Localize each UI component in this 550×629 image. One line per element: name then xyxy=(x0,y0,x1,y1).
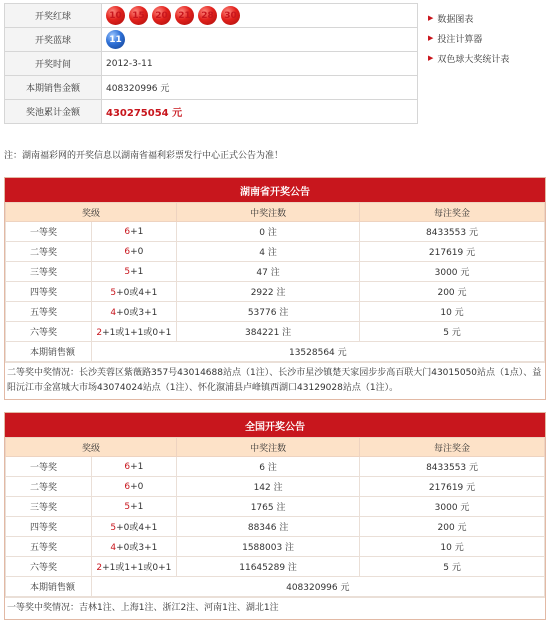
prize-level: 六等奖 xyxy=(6,322,92,342)
table-row xyxy=(6,282,545,302)
national-sales-row: 本期销售额 408320996 元 xyxy=(6,577,545,597)
prize-amount: 10 元 xyxy=(360,537,545,557)
prize-level: 一等奖 xyxy=(6,222,92,242)
table-row xyxy=(6,242,545,262)
prize-level: 四等奖 xyxy=(6,517,92,537)
prize-amount: 200 元 xyxy=(360,517,545,537)
side-links xyxy=(428,8,509,68)
table-row xyxy=(6,262,545,282)
prize-rule: 5+0或4+1 xyxy=(91,517,177,537)
sales-value: 408320996 元 xyxy=(102,76,418,100)
winner-count: 88346 注 xyxy=(177,517,360,537)
winner-count: 0 注 xyxy=(177,222,360,242)
red-ball: 15 xyxy=(129,6,148,25)
winner-count: 4 注 xyxy=(177,242,360,262)
prize-amount: 217619 元 xyxy=(360,242,545,262)
prize-level: 三等奖 xyxy=(6,262,92,282)
sales-label: 本期销售金额 xyxy=(5,76,102,100)
pool-label: 奖池累计金额 xyxy=(5,100,102,124)
prize-amount: 10 元 xyxy=(360,302,545,322)
prize-amount: 217619 元 xyxy=(360,477,545,497)
hunan-title: 湖南省开奖公告 xyxy=(5,178,545,202)
national-prize-table xyxy=(5,437,545,597)
draw-info-table xyxy=(4,3,418,124)
table-row xyxy=(6,302,545,322)
col-prize: 每注奖金 xyxy=(360,438,545,457)
pool-row xyxy=(5,100,418,124)
prize-amount: 5 元 xyxy=(360,557,545,577)
winner-count: 53776 注 xyxy=(177,302,360,322)
prize-level: 六等奖 xyxy=(6,557,92,577)
prize-rule: 5+0或4+1 xyxy=(91,282,177,302)
col-level: 奖级 xyxy=(6,203,177,222)
table-row xyxy=(6,557,545,577)
link-jackpot-stats[interactable]: ▶ 双色球大奖统计表 xyxy=(428,54,510,65)
winner-count: 384221 注 xyxy=(177,322,360,342)
red-ball: 10 xyxy=(106,6,125,25)
disclaimer-note: 注：湖南福彩网的开奖信息以湖南省福利彩票发行中心正式公告为准！ xyxy=(4,151,284,161)
red-ball-label: 开奖红球 xyxy=(5,4,102,28)
red-ball: 21 xyxy=(175,6,194,25)
table-row xyxy=(6,537,545,557)
arrow-right-icon: ▶ xyxy=(428,34,434,42)
prize-amount: 3000 元 xyxy=(360,262,545,282)
prize-amount: 8433553 元 xyxy=(360,222,545,242)
draw-date-row xyxy=(5,52,418,76)
table-row xyxy=(6,222,545,242)
prize-rule: 5+1 xyxy=(91,262,177,282)
link-bet-calculator[interactable]: ▶ 投注计算器 xyxy=(428,34,483,45)
prize-level: 三等奖 xyxy=(6,497,92,517)
prize-amount: 8433553 元 xyxy=(360,457,545,477)
prize-level: 五等奖 xyxy=(6,537,92,557)
sales-row xyxy=(5,76,418,100)
prize-rule: 5+1 xyxy=(91,497,177,517)
winner-count: 142 注 xyxy=(177,477,360,497)
hunan-prize-table xyxy=(5,202,545,362)
col-count: 中奖注数 xyxy=(177,203,360,222)
link-data-chart[interactable]: ▶ 数据图表 xyxy=(428,14,474,25)
table-row xyxy=(6,322,545,342)
prize-rule: 4+0或3+1 xyxy=(91,302,177,322)
table-row xyxy=(6,517,545,537)
arrow-right-icon: ▶ xyxy=(428,14,434,22)
prize-level: 二等奖 xyxy=(6,242,92,262)
arrow-right-icon: ▶ xyxy=(428,54,434,62)
draw-date-label: 开奖时间 xyxy=(5,52,102,76)
prize-amount: 3000 元 xyxy=(360,497,545,517)
winner-count: 47 注 xyxy=(177,262,360,282)
table-row xyxy=(6,497,545,517)
table-row xyxy=(6,457,545,477)
col-count: 中奖注数 xyxy=(177,438,360,457)
table-row xyxy=(6,477,545,497)
prize-rule: 2+1或1+1或0+1 xyxy=(91,557,177,577)
red-ball: 30 xyxy=(221,6,240,25)
winner-count: 11645289 注 xyxy=(177,557,360,577)
blue-ball-row xyxy=(5,28,418,52)
prize-rule: 6+1 xyxy=(91,457,177,477)
hunan-sales-row: 本期销售额 13528564 元 xyxy=(6,342,545,362)
prize-level: 一等奖 xyxy=(6,457,92,477)
prize-amount: 5 元 xyxy=(360,322,545,342)
prize-rule: 4+0或3+1 xyxy=(91,537,177,557)
prize-rule: 6+0 xyxy=(91,242,177,262)
blue-ball: 11 xyxy=(106,30,125,49)
prize-amount: 200 元 xyxy=(360,282,545,302)
winner-count: 1765 注 xyxy=(177,497,360,517)
winner-count: 1588003 注 xyxy=(177,537,360,557)
red-ball: 28 xyxy=(198,6,217,25)
national-first-prize-detail: 一等奖中奖情况：吉林1注、上海1注、浙江2注、河南1注、湖北1注 xyxy=(5,597,545,619)
winner-count: 2922 注 xyxy=(177,282,360,302)
pool-value: 430275054 元 xyxy=(106,108,183,119)
red-ball: 20 xyxy=(152,6,171,25)
prize-level: 二等奖 xyxy=(6,477,92,497)
prize-rule: 6+1 xyxy=(91,222,177,242)
national-title: 全国开奖公告 xyxy=(5,413,545,437)
red-balls xyxy=(106,6,413,25)
prize-rule: 2+1或1+1或0+1 xyxy=(91,322,177,342)
prize-level: 四等奖 xyxy=(6,282,92,302)
hunan-second-prize-detail: 二等奖中奖情况：长沙芙蓉区紫薇路357号43014688站点（1注）、长沙市星沙镇楚天家园步步高百联大门43015050站点（1点）、益阳沅江市金富城大市场43074024站点（1注）、怀化溆浦县卢峰镇西湖口43129028站点（1注）。 xyxy=(5,362,545,399)
hunan-announcement xyxy=(4,177,546,400)
draw-date-value: 2012-3-11 xyxy=(102,52,418,76)
blue-ball-label: 开奖蓝球 xyxy=(5,28,102,52)
prize-level: 五等奖 xyxy=(6,302,92,322)
winner-count: 6 注 xyxy=(177,457,360,477)
red-ball-row xyxy=(5,4,418,28)
national-announcement xyxy=(4,412,546,620)
col-level: 奖级 xyxy=(6,438,177,457)
prize-rule: 6+0 xyxy=(91,477,177,497)
col-prize: 每注奖金 xyxy=(360,203,545,222)
